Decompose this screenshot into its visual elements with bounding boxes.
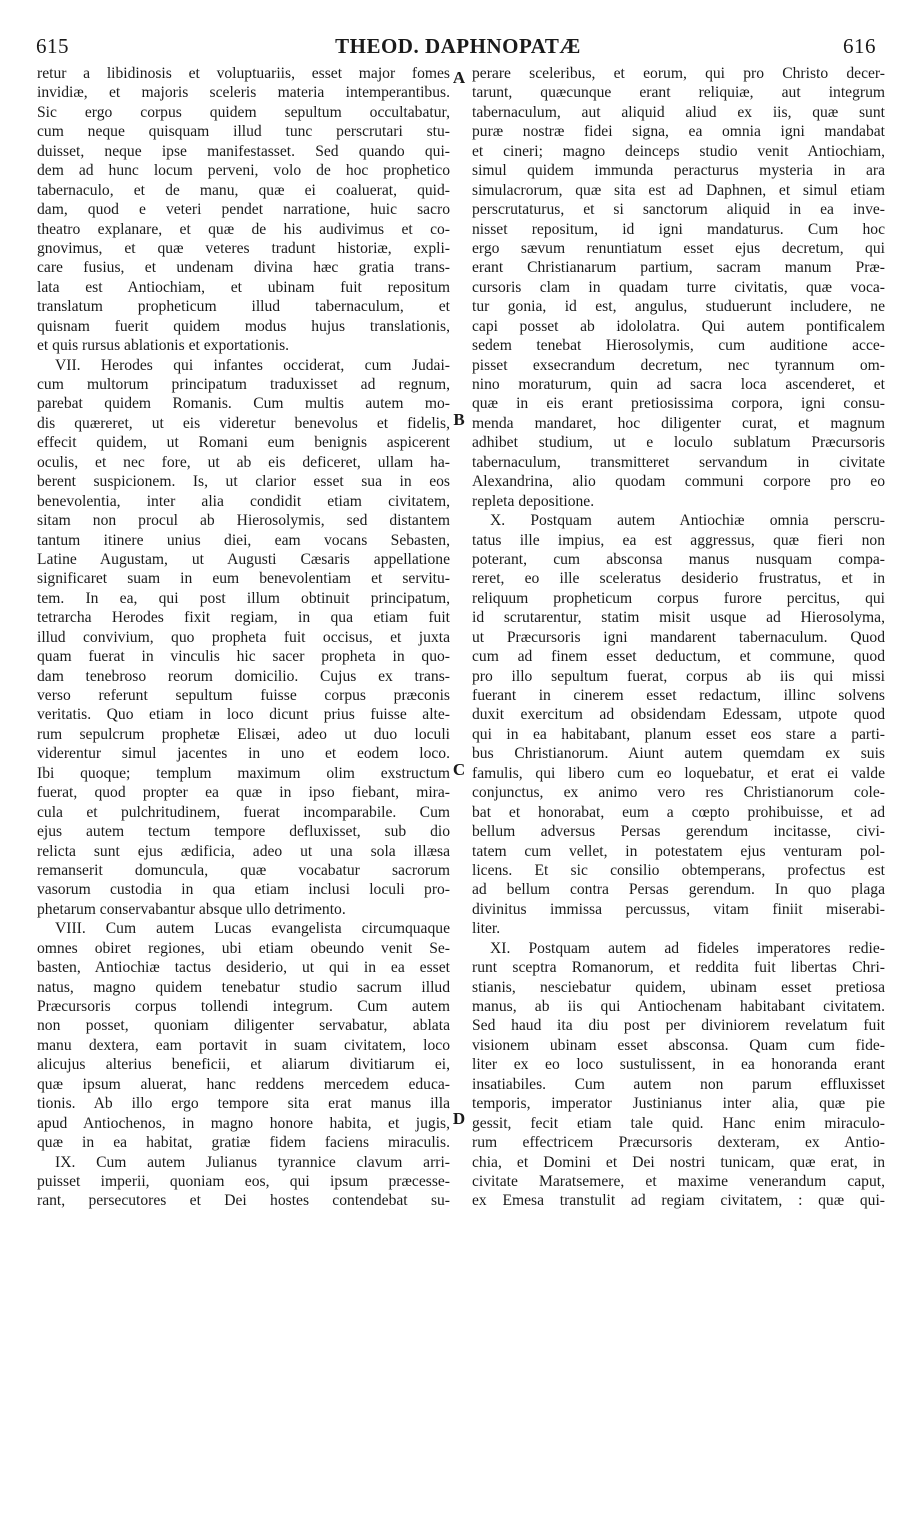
text-line: IX. Cum autem Julianus tyrannice clavum arri- (55, 1153, 450, 1171)
text-line: gnovimus, et quæ veteres tradunt historiæ, expli- (37, 239, 450, 257)
text-line: tem. In ea, qui post illum obtinuit principatum, (37, 589, 450, 607)
text-line: perscrutaturus, et si sanctorum aliquid in ea inve- (472, 201, 885, 219)
text-line: effecit quidem, ut Romani eum benignis aspicerent (37, 434, 450, 452)
text-line: apud Antiochenos, in magno honore habita, et jugis, (37, 1114, 450, 1132)
text-line: Sed haud ita diu post per diviniorem revelatum fuit (472, 1017, 885, 1035)
text-line: dam tenebroso reorum domicilio. Cujus ex trans- (37, 667, 450, 685)
text-line: runt sceptra Romanorum, et reddita fuit libertas Chri- (472, 959, 885, 977)
text-line: famulis, qui libero cum eo loquebatur, et erat ei valde (472, 764, 885, 782)
text-line: civitate Maratsemere, et maxime venerandum caput, (472, 1172, 885, 1190)
text-line: nisset repositum, id igni mandaturus. Cum hoc (472, 220, 885, 238)
text-line: veritatis. Quo etiam in loco dicunt prius fuisse alte- (37, 706, 450, 724)
text-line: adhibet studium, ut e loculo sublatum Præcursoris (472, 434, 885, 452)
text-line: simulacrorum, quæ sita est ad Daphnen, et simul etiam (472, 181, 885, 199)
text-line: conjunctus, ex animo vero res Christianorum cole- (472, 784, 885, 802)
text-line: alicujus alterius beneficii, et aliarum divitiarum ei, (37, 1056, 450, 1074)
text-line: invidiæ, et majoris sceleris materia intemperantibus. (37, 84, 450, 102)
text-line: phetarum conservabantur absque ullo detrimento. (37, 900, 346, 918)
text-line: erant Christianarum partium, sacram manum Præ- (472, 259, 885, 277)
left-column (37, 64, 450, 1211)
text-line: ex Emesa transtulit ad regiam civitatem, : quæ qui- (472, 1192, 885, 1210)
text-line: sedem tenebat Hierosolymis, cum auditione acce- (472, 337, 885, 355)
text-line: ut Præcursoris igni mandarent tabernaculum. Quod (472, 628, 885, 646)
text-line: XI. Postquam autem ad fideles imperatores redie- (490, 939, 885, 957)
text-line: ad bellum contra Persas gerendum. In quo plaga (472, 881, 885, 899)
text-line: et cineri; magno deinceps studio venit Antiochiam, (472, 142, 885, 160)
page-number-left: 615 (36, 34, 69, 58)
text-line: rum effectricem Præcursoris dexteram, ex Antio- (472, 1134, 885, 1152)
text-line: natus, magno quidem tenebatur studio sacrum illud (37, 978, 450, 996)
text-line: non posset, quoniam diligenter servabatur, ablata (37, 1017, 450, 1035)
text-line: parebat quidem Romanis. Cum multis autem mo- (37, 395, 450, 413)
right-column (472, 64, 885, 1211)
text-line: Ibi quoque; templum maximum olim exstructum (37, 764, 450, 782)
text-line: quæ in eis erant pretiosissima corpora, igni consu- (472, 395, 885, 413)
text-line: quam fuerat in vinculis hic sacer propheta in quo- (37, 648, 450, 666)
text-line: bellum adversus Persas gerendum incitasse, civi- (472, 823, 885, 841)
text-line: duxit exercitum ad obsidendam Edessam, utpote quod (472, 706, 885, 724)
text-line: relicta sunt ejus ædificia, adeo ut una sola illæsa (37, 842, 450, 860)
text-line: tionis. Ab illo ergo tempore sita erat manus illa (37, 1095, 450, 1113)
text-line: id scrutarentur, statim misit usque ad Hierosolyma, (472, 609, 885, 627)
text-line: tabernaculo, et de manu, quæ ei coaluerat, quid- (37, 181, 450, 199)
text-line: ergo sævum renuntiatum esset ejus decretum, qui (472, 239, 885, 257)
text-line: duisset, neque ipse manifestasset. Sed quando qui- (37, 142, 450, 160)
text-line: puisset imperii, quoniam eos, qui ipsum præcesse- (37, 1172, 450, 1190)
text-line: significaret suam in eum benevolentiam et servitu- (37, 570, 450, 588)
text-line: tatus ille impius, ea est aggressus, quæ fieri non (472, 531, 885, 549)
text-line: repleta depositione. (472, 492, 595, 510)
text-line: quæ ipsum aluerat, hanc reddens mercedem educa- (37, 1075, 450, 1093)
text-line: oculis, et nec fore, ut ab eis deficeret, ullam ha- (37, 453, 450, 471)
text-line: tatem cum vellet, in potestatem ejus venturam pol- (472, 842, 885, 860)
text-line: omnes obiret regiones, ubi etiam obeundo venit Se- (37, 939, 450, 957)
section-marker-a: A (452, 68, 466, 87)
text-line: lata est Antiochiam, et ubinam fuit repositum (37, 278, 450, 296)
text-line: bat et honorabat, eum a cœpto prohibuisse, et ad (472, 803, 885, 821)
text-line: stianis, nesciebatur quidem, ubinam esset pretiosa (472, 978, 885, 996)
text-line: tabernaculum, transmitteret servandum in civitate (472, 453, 885, 471)
text-line: insatiabiles. Cum autem non parum effluxisset (472, 1075, 885, 1093)
page-number-right: 616 (843, 34, 876, 58)
text-line: tantum itinere unius diei, eam vocans Sebasten, (37, 531, 450, 549)
text-line: benevolentia, inter alia condidit etiam civitatem, (37, 492, 450, 510)
text-line: tarunt, quæcunque erant reliquiæ, aut integrum (472, 84, 885, 102)
text-line: reret, eo ille sceleratus desiderio frustratus, et in (472, 570, 885, 588)
text-line: sitam non procul ab Hierosolymis, sed distantem (37, 512, 450, 530)
text-line: temporis, imperator Justinianus inter alia, quæ pie (472, 1095, 885, 1113)
text-line: capi posset ab idololatra. Qui autem pontificalem (472, 317, 885, 335)
text-line: poterant, cum absconsa manus nusquam compa- (472, 550, 885, 568)
text-line: qui in ea habitabant, planum esset eos stare a parti- (472, 725, 885, 743)
text-line: quæ in ea habitat, gratiæ fidem faciens miraculis. (37, 1134, 450, 1152)
text-line: tur gonia, id est, angulus, studuerunt includere, ne (472, 298, 885, 316)
text-line: visionem ubinam esset absconsa. Quam cum fide- (472, 1036, 885, 1054)
text-line: verso referunt sepultum fuisse corpus præconis (37, 687, 450, 704)
text-line: care fusius, et undenam divina hæc gratia trans- (37, 259, 450, 277)
text-line: VII. Herodes qui infantes occiderat, cum Judai- (55, 356, 450, 374)
text-line: translatum propheticum illud tabernaculum, et (37, 298, 450, 316)
section-marker-d: D (452, 1109, 466, 1128)
text-line: fuerat, quod propter ea quæ in ipso fiebant, mira- (37, 784, 450, 802)
text-line: Sic ergo corpus quidem sepultum occultabatur, (37, 103, 450, 121)
text-line: cum ad finem esset deductum, et commune, quod (472, 648, 885, 666)
text-line: Alexandrina, alio quodam communi corpore pro eo (472, 473, 885, 491)
text-line: dis quæreret, ut eis videretur benevolus et fidelis, (37, 414, 450, 432)
text-line: berent suspicionem. Is, ut clarior esset sua in eos (37, 473, 450, 491)
text-line: liter ex eo loco sustulissent, in ea honoranda erant (472, 1056, 885, 1074)
text-line: cum neque quisquam illud tunc perscrutari stu- (37, 123, 450, 141)
text-line: Latine Augustam, ut Augusti Cæsaris appellatione (37, 550, 450, 568)
text-line: Præcursoris corpus tollendi integrum. Cum autem (37, 998, 450, 1015)
text-line: gessit, fecit etiam tale quid. Hanc enim miraculo- (472, 1114, 885, 1132)
text-line: reliquum propheticum corpus furore percitus, qui (472, 589, 885, 607)
text-line: VIII. Cum autem Lucas evangelista circumquaque (55, 920, 450, 938)
text-line: theatro explanare, et quæ de his audivimus et co- (37, 220, 450, 238)
text-line: perare sceleribus, et eorum, qui pro Christo decer- (472, 65, 885, 82)
text-line: remanserit domuncula, quæ vocabatur sacrorum (37, 861, 450, 879)
text-line: fuerant in cinerem esset redactum, illinc solvens (472, 687, 885, 704)
text-line: dam, quod e veteri pendet narratione, huic sacro (37, 201, 450, 219)
text-line: liter. (472, 920, 501, 938)
text-line: chia, et Domini et Dei nostri tunicam, quæ erat, in (472, 1153, 885, 1171)
text-line: X. Postquam autem Antiochiæ omnia perscru- (490, 512, 885, 530)
text-line: cum multorum principatum traduxisset ad regnum, (37, 376, 450, 393)
text-line: bus Christianorum. Aiunt autem quemdam ex suis (472, 745, 885, 763)
text-line: puræ nostræ fidei signa, ea omnia igni mandabat (472, 123, 885, 141)
section-marker-b: B (453, 410, 465, 429)
text-line: simul quidem immunda peracturus mysteria in ara (472, 162, 885, 180)
text-line: divinitus immissa percussus, vitam finiit miserabi- (472, 900, 885, 918)
text-line: pisset exsecrandum decretum, nec tyrannum om- (472, 356, 885, 374)
text-line: tetrarcha Herodes fixit regiam, in qua etiam fuit (37, 609, 450, 627)
text-line: licens. Et sic consilio obtemperans, profectus est (472, 861, 885, 879)
text-line: manus, ab iis qui Antiochenam habitabant civitatem. (472, 998, 885, 1015)
text-line: dem ad hunc locum perveni, volo de hoc prophetico (37, 162, 450, 180)
text-line: menda mandaret, hoc diligenter curat, et magnum (472, 414, 885, 432)
text-line: cursoris clam in quadam turre civitatis, quæ voca- (472, 278, 885, 296)
text-line: rum sepulcrum prophetæ Elisæi, adeo ut duo loculi (37, 725, 450, 743)
section-marker-c: C (452, 760, 466, 779)
text-line: viderentur simul jacentes in uno et eodem loco. (37, 745, 450, 763)
text-line: nino moraturum, quin ad sacra loca ascenderet, et (472, 376, 885, 393)
text-line: rant, persecutores et Dei hostes contendebat su- (37, 1192, 450, 1210)
text-line: et quis rursus ablationis et exportationis. (37, 337, 290, 355)
text-line: basten, Antiochiæ tactus desiderio, ut qui in ea esset (37, 959, 450, 977)
text-line: cula et pulchritudinem, fuerat incomparabile. Cum (37, 803, 450, 821)
running-header (30, 34, 886, 60)
text-line: pro illo sepultum fuerat, corpus ab iis qui missi (472, 667, 885, 685)
running-title: THEOD. DAPHNOPATÆ (335, 34, 581, 58)
text-line: quisnam fuerit quidem modus hujus translationis, (37, 317, 450, 335)
text-line: illud convivium, quo propheta fuit occisus, et juxta (37, 628, 450, 646)
text-line: manu dextera, eam portavit in suam civitatem, loco (37, 1036, 450, 1054)
text-line: vasorum custodia in qua etiam inclusi loculi pro- (37, 881, 450, 899)
text-line: retur a libidinosis et voluptuariis, esset major fomes (37, 65, 450, 82)
text-line: ejus autem tectum tempore defluxisset, sub dio (37, 823, 450, 841)
text-line: tabernaculum, aut aliquid aliud ex iis, quæ sunt (472, 103, 885, 121)
